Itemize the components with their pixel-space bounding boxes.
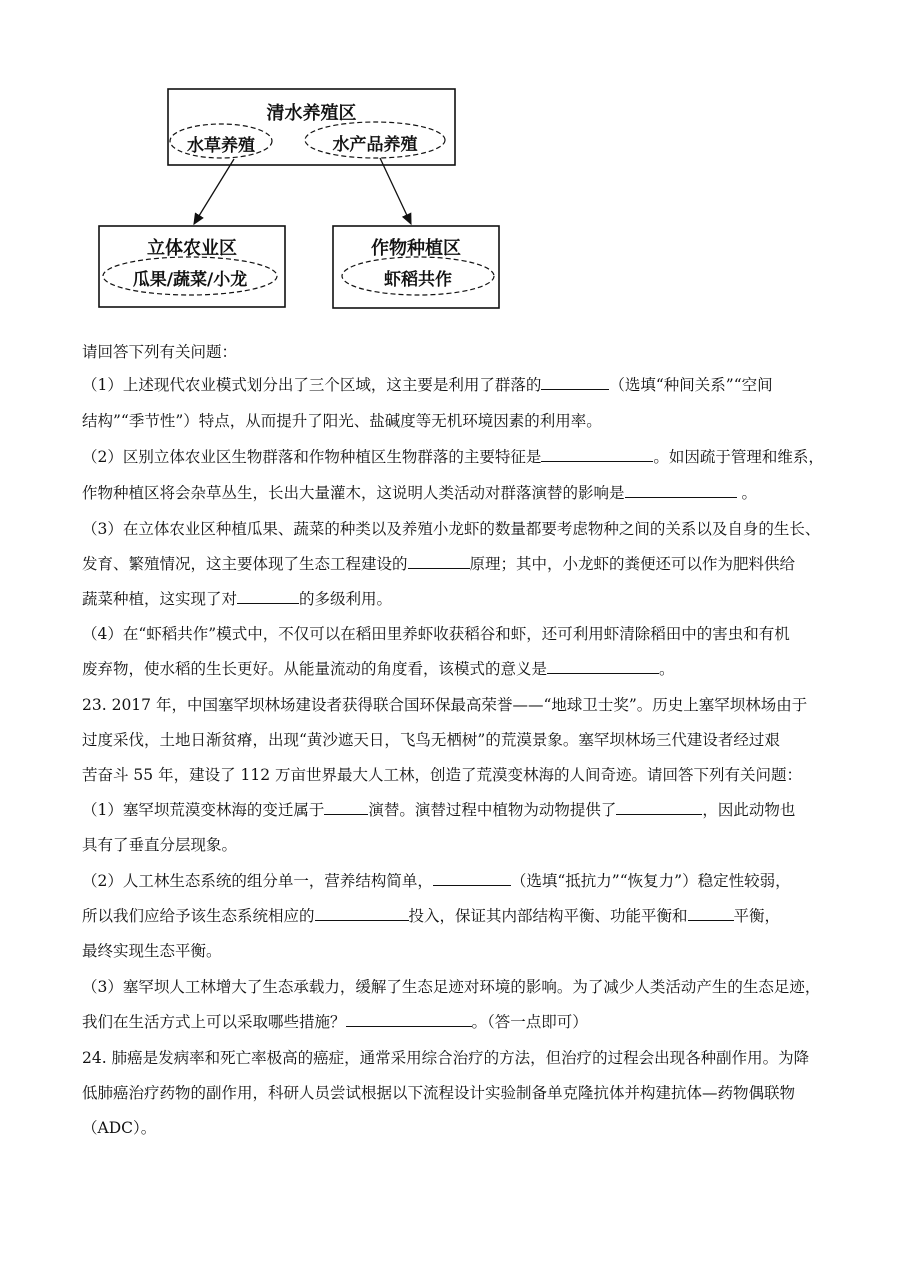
q2-line1: （2）区别立体农业区生物群落和作物种植区生物群落的主要特征是 。如因疏于管理和维系， bbox=[82, 445, 824, 467]
q23-3-line2: 我们在生活方式上可以采取哪些措施？ 。（答一点即可） bbox=[82, 1010, 588, 1032]
q4-line2: 废弃物，使水稻的生长更好。从能量流动的角度看，该模式的意义是 。 bbox=[82, 657, 675, 679]
oval-guaguo-label: 瓜果/蔬菜/小龙 bbox=[132, 270, 248, 290]
q3-line1: （3）在立体农业区种植瓜果、蔬菜的种类以及养殖小龙虾的数量都要考虑物种之间的关系以及自身的生长、 bbox=[82, 520, 821, 538]
oval-shuichanpin-label: 水产品养殖 bbox=[332, 135, 418, 155]
q1-line1: （1）上述现代农业模式划分出了三个区域，这主要是利用了群落的 （选填“种间关系”“空间 bbox=[82, 373, 773, 395]
box-liti-title: 立体农业区 bbox=[147, 238, 237, 259]
box-qingshui-title: 清水养殖区 bbox=[266, 103, 357, 124]
q3-line3: 蔬菜种植，这实现了对 的多级利用。 bbox=[82, 587, 392, 609]
q23-1-line2: 具有了垂直分层现象。 bbox=[82, 836, 238, 854]
answer-blank[interactable] bbox=[688, 904, 734, 921]
answer-blank[interactable] bbox=[237, 587, 299, 604]
q4-line1: （4）在“虾稻共作”模式中，不仅可以在稻田里养虾收获稻谷和虾，还可利用虾清除稻田中的害虫和有机 bbox=[82, 625, 790, 643]
answer-blank[interactable] bbox=[625, 481, 737, 498]
answer-blank[interactable] bbox=[315, 904, 409, 921]
answer-blank[interactable] bbox=[541, 373, 609, 390]
q23-line3: 苦奋斗 55 年，建设了 112 万亩世界最大人工林，创造了荒漠变林海的人间奇迹。请回答下列有关问题： bbox=[82, 766, 803, 784]
q24-line3: （ADC）。 bbox=[82, 1119, 157, 1137]
arrow-to-zuowu bbox=[380, 158, 411, 224]
q23-2-line3: 最终实现生态平衡。 bbox=[82, 942, 222, 960]
oval-xiadao-label: 虾稻共作 bbox=[384, 270, 452, 290]
box-zuowu-title: 作物种植区 bbox=[371, 238, 461, 259]
answer-blank[interactable] bbox=[346, 1010, 472, 1027]
answer-blank[interactable] bbox=[541, 445, 653, 462]
q3-line2: 发育、繁殖情况，这主要体现了生态工程建设的 原理；其中，小龙虾的粪便还可以作为肥料供给 bbox=[82, 552, 795, 574]
q23-1-line1: （1）塞罕坝荒漠变林海的变迁属于 演替。演替过程中植物为动物提供了 ，因此动物也 bbox=[82, 798, 795, 820]
q23-2-line1: （2）人工林生态系统的组分单一，营养结构简单， （选填“抵抗力”“恢复力”）稳定性较弱， bbox=[82, 869, 791, 891]
q24-line2: 低肺癌治疗药物的副作用，科研人员尝试根据以下流程设计实验制备单克隆抗体并构建抗体—药物偶联物 bbox=[82, 1084, 796, 1102]
answer-blank[interactable] bbox=[324, 798, 368, 815]
oval-shuicao-label: 水草养殖 bbox=[187, 136, 255, 156]
answer-blank[interactable] bbox=[616, 798, 702, 815]
answer-blank[interactable] bbox=[433, 869, 511, 886]
answer-blank[interactable] bbox=[408, 552, 470, 569]
arrow-to-liti bbox=[194, 159, 234, 224]
q2-line2: 作物种植区将会杂草丛生，长出大量灌木，这说明人类活动对群落演替的影响是 。 bbox=[82, 481, 757, 503]
q23-3-line1: （3）塞罕坝人工林增大了生态承载力，缓解了生态足迹对环境的影响。为了减少人类活动产生的生态足迹， bbox=[82, 978, 821, 996]
q23-line2: 过度采伐，土地日渐贫瘠，出现“黄沙遮天日，飞鸟无栖树”的荒漠景象。塞罕坝林场三代建设者经过艰 bbox=[82, 731, 780, 749]
flow-diagram bbox=[0, 0, 900, 330]
q24-line1: 24. 肺癌是发病率和死亡率极高的癌症，通常采用综合治疗的方法，但治疗的过程会出现各种副作用。为降 bbox=[82, 1049, 810, 1067]
prompt-line: 请回答下列有关问题： bbox=[82, 343, 238, 361]
q23-2-line2: 所以我们应给予该生态系统相应的 投入，保证其内部结构平衡、功能平衡和 平衡， bbox=[82, 904, 780, 926]
q1-line2: 结构”“季节性”）特点，从而提升了阳光、盐碱度等无机环境因素的利用率。 bbox=[82, 412, 602, 430]
q23-line1: 23. 2017 年，中国塞罕坝林场建设者获得联合国环保最高荣誉——“地球卫士奖”。历史上塞罕坝林场由于 bbox=[82, 696, 808, 714]
answer-blank[interactable] bbox=[547, 657, 659, 674]
